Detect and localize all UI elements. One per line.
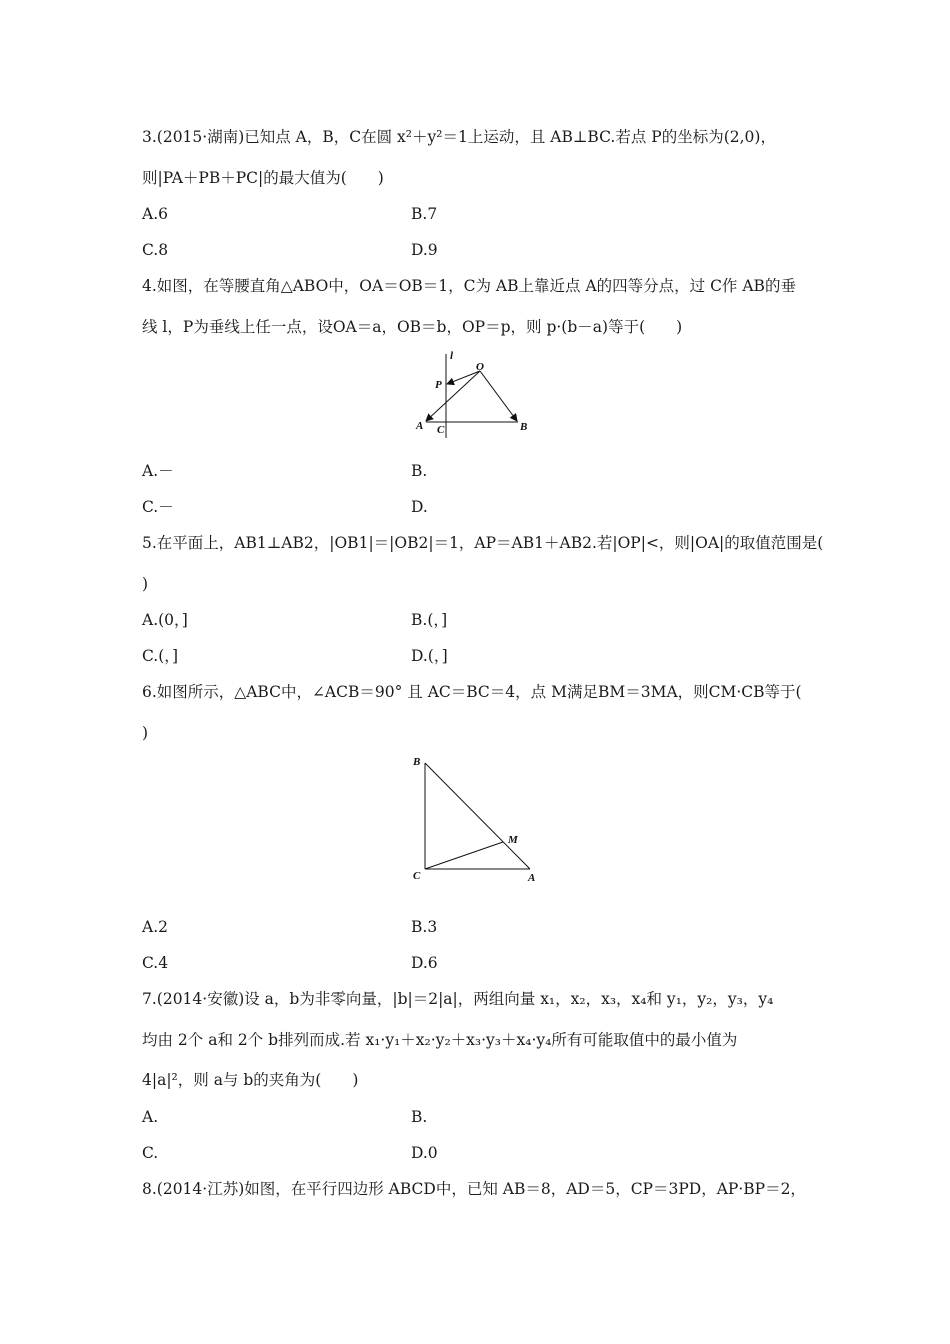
q6-option-c: C.4	[142, 954, 169, 972]
q7-option-b: B.	[411, 1108, 428, 1126]
q3-stem-line1: 3.(2015·湖南)已知点 A，B，C在圆 x²＋y²＝1上运动，且 AB⊥BC.若点 P的坐标为(2,0)，	[142, 128, 776, 146]
q3-stem-line2: 则|PA＋PB＋PC|的最大值为( )	[142, 169, 384, 187]
q4-option-b: B.	[411, 462, 428, 480]
q6-side-ba	[425, 763, 530, 869]
q5-option-c: C.(，]	[142, 647, 179, 665]
q5-option-d: D.(，]	[411, 647, 448, 665]
q4-option-d: D.	[411, 498, 428, 516]
q4-label-p: P	[435, 379, 442, 391]
q4-label-a: A	[416, 420, 424, 432]
q6-option-d: D.6	[411, 954, 438, 972]
q5-option-a: A.(0，]	[142, 611, 188, 629]
q7-stem-line2: 均由 2个 a和 2个 b排列而成.若 x₁·y₁＋x₂·y₂＋x₃·y₃＋x₄·y₄所有可能取值中的最小值为	[142, 1031, 738, 1049]
q6-stem-line1: 6.如图所示，△ABC中，∠ACB＝90° 且 AC＝BC＝4，点 M满足BM＝3MA，则CM·CB等于(	[142, 683, 802, 701]
q3-option-b: B.7	[411, 205, 438, 223]
q6-figure	[408, 752, 548, 886]
q6-option-a: A.2	[142, 918, 168, 936]
q8-stem-line1: 8.(2014·江苏)如图，在平行四边形 ABCD中，已知 AB＝8，AD＝5，CP＝3PD，AP·BP＝2，	[142, 1180, 806, 1198]
q4-label-l: l	[450, 350, 454, 362]
q7-stem-line1: 7.(2014·安徽)设 a，b为非零向量，|b|＝2|a|，两组向量 x₁，x₂，x₃，x₄和 y₁，y₂，y₃，y₄	[142, 990, 774, 1008]
q5-stem-line1: 5.在平面上，AB1⊥AB2，|OB1|＝|OB2|＝1，AP＝AB1＋AB2.若|OP|<，则|OA|的取值范围是(	[142, 534, 824, 552]
q4-label-o: O	[476, 361, 484, 373]
q3-option-a: A.6	[142, 205, 168, 223]
q4-option-c: C.－	[142, 498, 174, 516]
q3-option-c: C.8	[142, 241, 169, 259]
q6-label-a: A	[528, 872, 536, 884]
q6-label-b: B	[413, 756, 421, 768]
q4-vector-ob	[480, 371, 517, 421]
q4-option-a: A.－	[142, 462, 174, 480]
q7-option-a: A.	[142, 1108, 159, 1126]
q6-stem-line2: )	[142, 724, 149, 742]
q6-option-b: B.3	[411, 918, 438, 936]
q3-option-d: D.9	[411, 241, 438, 259]
q4-stem-line2: 线 l，P为垂线上任一点，设OA＝a，OB＝b，OP＝p，则 p·(b－a)等于( )	[142, 318, 683, 336]
q7-option-d: D.0	[411, 1144, 438, 1162]
q7-option-c: C.	[142, 1144, 159, 1162]
q4-stem-line1: 4.如图，在等腰直角△ABO中，OA＝OB＝1，C为 AB上靠近点 A的四等分点，过 C作 AB的垂	[142, 277, 796, 295]
q4-label-c: C	[437, 424, 445, 436]
q6-segment-cm	[425, 842, 503, 869]
q5-stem-line2: )	[142, 575, 149, 593]
q4-figure	[410, 348, 540, 440]
q5-option-b: B.(，]	[411, 611, 448, 629]
q4-label-b: B	[520, 421, 528, 433]
q6-label-c: C	[413, 870, 421, 882]
q7-stem-line3: 4|a|²，则 a与 b的夹角为( )	[142, 1071, 359, 1089]
q6-label-m: M	[508, 834, 518, 846]
